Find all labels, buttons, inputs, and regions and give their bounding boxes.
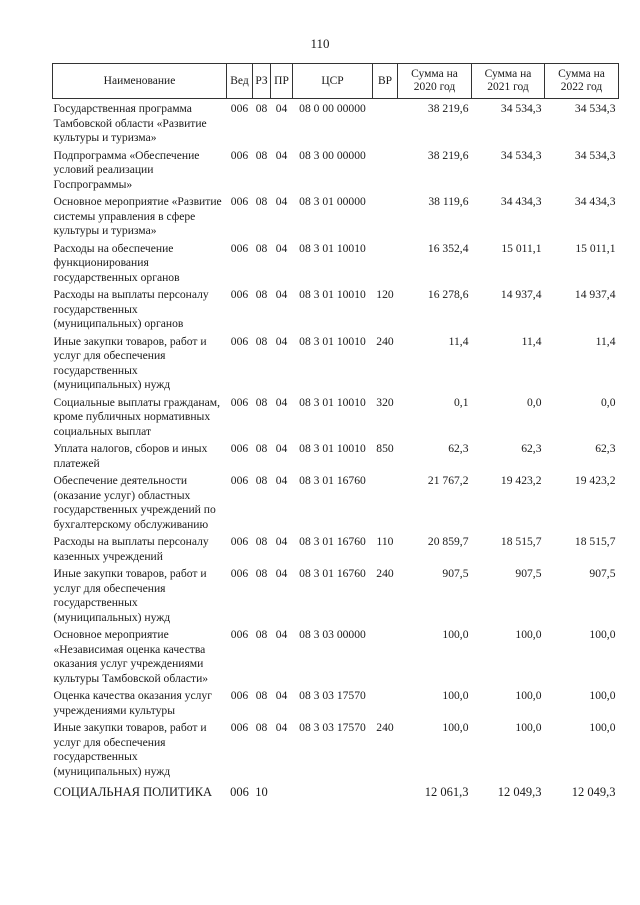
row-name: СОЦИАЛЬНАЯ ПОЛИТИКА [53,785,213,799]
budget-table [52,63,619,800]
header-rz: РЗ [253,64,271,99]
row-vr [373,779,398,800]
row-csr: 08 3 01 00000 [299,195,366,208]
row-sum-2020: 16 352,4 [427,241,469,255]
row-vr [373,146,398,193]
row-sum-2022: 62,3 [595,442,616,455]
row-sum-2020: 20 859,7 [427,535,469,548]
row-csr: 08 3 01 10010 [299,241,366,255]
table-row [53,625,619,686]
table-row [53,686,619,718]
row-csr: 08 3 01 16760 [299,535,366,548]
row-csr: 08 0 00 00000 [299,102,366,115]
row-sum-2021: 34 534,3 [500,102,542,115]
row-vr [373,686,398,718]
row-pr: 04 [275,195,288,208]
row-name: Социальные выплаты гражданам, кроме публичных нормативных социальных выплат [53,395,220,438]
row-pr [271,779,293,800]
row-sum-2022: 34 534,3 [574,148,616,162]
row-vr: 240 [376,721,394,734]
row-pr: 04 [275,442,288,455]
row-name: Иные закупки товаров, работ и услуг для обеспечения государственных (муниципальных) нужд [53,721,207,778]
row-pr: 04 [275,334,288,348]
row-rz: 08 [255,628,268,641]
row-ved: 006 [230,102,249,115]
row-ved: 006 [230,567,249,580]
row-ved: 006 [230,785,249,799]
row-sum-2022: 12 049,3 [571,785,616,799]
table-row [53,564,619,625]
row-ved: 006 [230,474,249,487]
row-sum-2020: 100,0 [442,721,469,734]
row-sum-2020: 11,4 [448,334,469,348]
row-sum-2021: 100,0 [515,689,542,702]
row-rz: 08 [255,721,268,734]
row-rz: 08 [255,288,268,301]
row-rz: 08 [255,474,268,487]
row-sum-2021: 34 434,3 [500,195,542,208]
table-row [53,439,619,471]
row-csr: 08 3 01 10010 [299,334,366,348]
row-pr: 04 [275,395,288,409]
row-sum-2020: 62,3 [448,442,469,455]
row-sum-2020: 38 119,6 [428,195,469,208]
row-sum-2022: 19 423,2 [574,474,616,487]
row-name: Расходы на выплаты персоналу казенных учреждений [53,535,209,563]
row-pr: 04 [275,721,288,734]
row-vr: 240 [376,334,394,348]
header-name: Наименование [53,64,227,99]
row-rz: 08 [255,241,268,255]
row-name: Государственная программа Тамбовской области «Развитие культуры и туризма» [53,102,207,144]
table-row [53,471,619,532]
row-rz: 08 [255,102,268,115]
row-sum-2021: 100,0 [515,721,542,734]
row-ved: 006 [230,535,249,548]
table-row [53,393,619,440]
row-name: Оценка качества оказания услуг учреждениями культуры [53,689,212,717]
row-name: Обеспечение деятельности (оказание услуг) областных государственных учреждений по бухгалтерскому обслуживанию [53,474,216,531]
row-vr: 320 [376,395,394,409]
row-ved: 006 [230,689,249,702]
table-row [53,532,619,564]
row-pr: 04 [275,474,288,487]
row-csr: 08 3 01 10010 [299,442,366,455]
row-rz: 08 [255,567,268,580]
row-vr [373,99,398,146]
row-sum-2022: 18 515,7 [574,535,616,548]
table-row [53,285,619,332]
row-pr: 04 [275,288,288,301]
table-row [53,192,619,239]
row-sum-2021: 0,0 [527,395,542,409]
row-sum-2021: 907,5 [515,567,542,580]
row-sum-2021: 18 515,7 [500,535,542,548]
row-ved: 006 [230,334,249,348]
row-sum-2021: 14 937,4 [500,288,542,301]
row-sum-2021: 34 534,3 [500,148,542,162]
row-sum-2022: 15 011,1 [575,241,616,255]
row-ved: 006 [230,241,249,255]
row-rz: 08 [255,442,268,455]
row-name: Подпрограмма «Обеспечение условий реализации Госпрограммы» [53,148,200,191]
row-sum-2022: 100,0 [589,628,616,641]
row-rz: 08 [255,334,268,348]
table-row [53,332,619,393]
row-csr: 08 3 03 17570 [299,689,366,702]
row-pr: 04 [275,535,288,548]
row-csr: 08 3 03 17570 [299,721,366,734]
row-sum-2020: 907,5 [442,567,469,580]
row-name: Основное мероприятие «Независимая оценка качества оказания услуг учреждениями культуры Тамбовской области» [53,628,209,685]
header-pr: ПР [271,64,293,99]
row-sum-2020: 100,0 [442,628,469,641]
page-number: 110 [310,36,330,51]
row-ved: 006 [230,395,249,409]
row-vr [373,239,398,286]
row-pr: 04 [275,689,288,702]
row-sum-2022: 14 937,4 [574,288,616,301]
row-sum-2020: 16 278,6 [427,288,469,301]
row-sum-2022: 0,0 [601,395,616,409]
row-vr [373,192,398,239]
row-rz: 08 [255,195,268,208]
row-rz: 10 [255,785,268,799]
row-rz: 08 [255,535,268,548]
row-vr: 240 [376,567,394,580]
row-ved: 006 [230,148,249,162]
row-sum-2021: 100,0 [515,628,542,641]
row-sum-2021: 12 049,3 [497,785,542,799]
row-sum-2022: 34 534,3 [574,102,616,115]
row-name: Основное мероприятие «Развитие системы управления в сфере культуры и туризма» [53,195,222,237]
row-sum-2020: 12 061,3 [424,785,469,799]
row-sum-2021: 19 423,2 [500,474,542,487]
row-sum-2020: 100,0 [442,689,469,702]
row-name: Расходы на обеспечение функционирования государственных органов [53,241,180,284]
row-rz: 08 [255,395,268,409]
row-csr: 08 3 01 16760 [299,567,366,580]
row-ved: 006 [230,721,249,734]
header-ved: Вед [227,64,253,99]
row-sum-2021: 15 011,1 [501,241,542,255]
row-ved: 006 [230,442,249,455]
row-name: Иные закупки товаров, работ и услуг для обеспечения государственных (муниципальных) нужд [53,567,207,624]
row-sum-2020: 21 767,2 [427,474,469,487]
row-csr: 08 3 01 10010 [299,288,366,301]
row-pr: 04 [275,628,288,641]
row-name: Расходы на выплаты персоналу государственных (муниципальных) органов [53,288,209,330]
row-sum-2022: 11,4 [595,334,616,348]
row-sum-2021: 11,4 [521,334,542,348]
row-vr: 850 [376,442,394,455]
row-sum-2020: 0,1 [454,395,469,409]
row-vr [373,471,398,532]
header-sum-2021: Сумма на 2021 год [472,64,545,99]
row-rz: 08 [255,148,268,162]
row-csr: 08 3 01 10010 [299,395,366,409]
table-row [53,239,619,286]
row-sum-2022: 100,0 [589,721,616,734]
row-ved: 006 [230,288,249,301]
table-row [53,99,619,146]
row-pr: 04 [275,567,288,580]
table-row [53,146,619,193]
row-sum-2020: 38 219,6 [427,102,469,115]
row-ved: 006 [230,195,249,208]
table-row-section-total [53,779,619,800]
row-csr: 08 3 00 00000 [299,148,366,162]
header-vr: ВР [373,64,398,99]
row-sum-2022: 907,5 [589,567,616,580]
row-sum-2020: 38 219,6 [427,148,469,162]
row-sum-2022: 100,0 [589,689,616,702]
row-sum-2022: 34 434,3 [574,195,616,208]
row-rz: 08 [255,689,268,702]
row-pr: 04 [275,102,288,115]
header-sum-2022: Сумма на 2022 год [545,64,619,99]
row-vr: 110 [376,535,394,548]
row-vr: 120 [376,288,394,301]
header-sum-2020: Сумма на 2020 год [398,64,472,99]
row-csr [293,779,373,800]
row-vr [373,625,398,686]
row-csr: 08 3 03 00000 [299,628,366,641]
row-name: Иные закупки товаров, работ и услуг для обеспечения государственных (муниципальных) нужд [53,334,207,391]
row-csr: 08 3 01 16760 [299,474,366,487]
row-pr: 04 [275,148,288,162]
row-name: Уплата налогов, сборов и иных платежей [53,442,208,470]
row-ved: 006 [230,628,249,641]
row-sum-2021: 62,3 [521,442,542,455]
row-pr: 04 [275,241,288,255]
header-csr: ЦСР [293,64,373,99]
table-header-row [53,64,619,99]
table-row [53,718,619,779]
